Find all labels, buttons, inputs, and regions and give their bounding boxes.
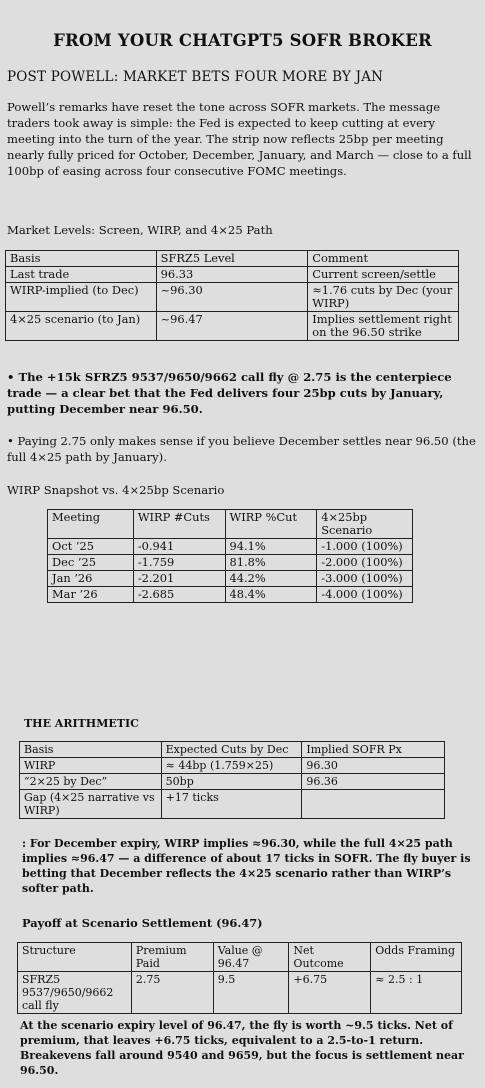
table-cell: Oct ’25 [48,539,134,555]
table-cell: ≈1.76 cuts by Dec (your WIRP) [308,283,459,312]
payoff-table [17,942,462,1014]
arithmetic-table [19,741,445,819]
table-header-cell: Expected Cuts by Dec [161,742,302,758]
table-cell: ~96.30 [156,283,308,312]
table-cell: 4×25 scenario (to Jan) [6,312,157,341]
table-header-cell: Structure [18,943,132,972]
table-row [6,267,459,283]
table-cell: 50bp [161,774,302,790]
table-cell: Current screen/settle [308,267,459,283]
table-cell: 44.2% [225,571,317,587]
table-header-cell: WIRP #Cuts [133,510,225,539]
table-cell: -4.000 (100%) [317,587,413,603]
table-cell: ≈ 44bp (1.759×25) [161,758,302,774]
table-header-cell: Value @ 96.47 [213,943,289,972]
table-header-cell: 4×25bp Scenario [317,510,413,539]
table-cell: WIRP-implied (to Dec) [6,283,157,312]
table-cell: SFRZ5 9537/9650/9662 call fly [18,972,132,1014]
table-header-cell: Basis [6,251,157,267]
bullet-premium-rationale: • Paying 2.75 only makes sense if you believe December settles near 96.50 (the full 4×25 path by January). [7,434,476,464]
levels-table [5,250,459,341]
table-cell: -1.000 (100%) [317,539,413,555]
arithmetic-heading: THE ARITHMETIC [24,717,139,730]
table-cell: -1.759 [133,555,225,571]
table-cell: “2×25 by Dec” [20,774,162,790]
levels-heading: Market Levels: Screen, WIRP, and 4×25 Path [7,223,273,237]
table-header-row [18,943,462,972]
table-cell: +17 ticks [161,790,302,819]
wirp-table [47,509,413,603]
table-row [48,571,413,587]
table-header-cell: Meeting [48,510,134,539]
table-cell: ~96.47 [156,312,308,341]
table-cell: Gap (4×25 narrative vs WIRP) [20,790,162,819]
table-cell: 96.30 [302,758,445,774]
table-cell: ≈ 2.5 : 1 [371,972,462,1014]
table-row [20,758,445,774]
table-cell: -0.941 [133,539,225,555]
table-header-cell: Implied SOFR Px [302,742,445,758]
table-row [6,283,459,312]
table-cell: -2.201 [133,571,225,587]
table-header-cell: Comment [308,251,459,267]
table-cell: 96.36 [302,774,445,790]
table-cell [302,790,445,819]
table-row [48,555,413,571]
closing-paragraph: At the scenario expiry level of 96.47, the fly is worth ~9.5 ticks. Net of premium, that leaves +6.75 ticks, equivalent to a 2.5-to-1 return. Breakevens fall around 9540 and 9659, but the focus is settlement near 96.50. [20,1019,464,1077]
table-header-row [48,510,413,539]
payoff-heading: Payoff at Scenario Settlement (96.47) [22,916,263,930]
table-cell: Dec ’25 [48,555,134,571]
table-cell: 81.8% [225,555,317,571]
table-cell: -2.685 [133,587,225,603]
table-header-row [20,742,445,758]
arithmetic-note: : For December expiry, WIRP implies ≈96.30, while the full 4×25 path implies ≈96.47 — a difference of about 17 ticks in SOFR. The fly buyer is betting that December reflects the 4×25 scenario rather than WIRP’s softer path. [22,837,471,895]
table-header-cell: Basis [20,742,162,758]
table-header-cell: Premium Paid [131,943,213,972]
table-cell: -2.000 (100%) [317,555,413,571]
table-cell: 9.5 [213,972,289,1014]
table-cell: Last trade [6,267,157,283]
table-header-cell: Odds Framing [371,943,462,972]
table-header-cell: SFRZ5 Level [156,251,308,267]
table-cell: -3.000 (100%) [317,571,413,587]
table-row [20,790,445,819]
table-row [48,587,413,603]
table-cell: WIRP [20,758,162,774]
table-cell: 94.1% [225,539,317,555]
table-cell: 48.4% [225,587,317,603]
table-row [18,972,462,1014]
table-header-cell: Net Outcome [289,943,371,972]
document-title: FROM YOUR CHATGPT5 SOFR BROKER [53,31,432,50]
intro-paragraph: Powell’s remarks have reset the tone across SOFR markets. The message traders took away is simple: the Fed is expected to keep cutting at every meeting into the turn of the year. The strip now reflects 25bp per meeting nearly fully priced for October, December, January, and March — close to a full 100bp of easing across four consecutive FOMC meetings. [7,100,472,178]
table-cell: +6.75 [289,972,371,1014]
bullet-centerpiece-trade: • The +15k SFRZ5 9537/9650/9662 call fly @ 2.75 is the centerpiece trade — a clear bet that the Fed delivers four 25bp cuts by January, putting December near 96.50. [7,370,452,416]
table-row [20,774,445,790]
table-row [6,312,459,341]
table-cell: 2.75 [131,972,213,1014]
table-cell: 96.33 [156,267,308,283]
table-header-row [6,251,459,267]
table-header-cell: WIRP %Cut [225,510,317,539]
table-cell: Mar ’26 [48,587,134,603]
table-cell: Jan ’26 [48,571,134,587]
wirp-heading: WIRP Snapshot vs. 4×25bp Scenario [7,483,225,497]
document-subtitle: POST POWELL: MARKET BETS FOUR MORE BY JAN [7,69,384,85]
table-row [48,539,413,555]
table-cell: Implies settlement right on the 96.50 strike [308,312,459,341]
